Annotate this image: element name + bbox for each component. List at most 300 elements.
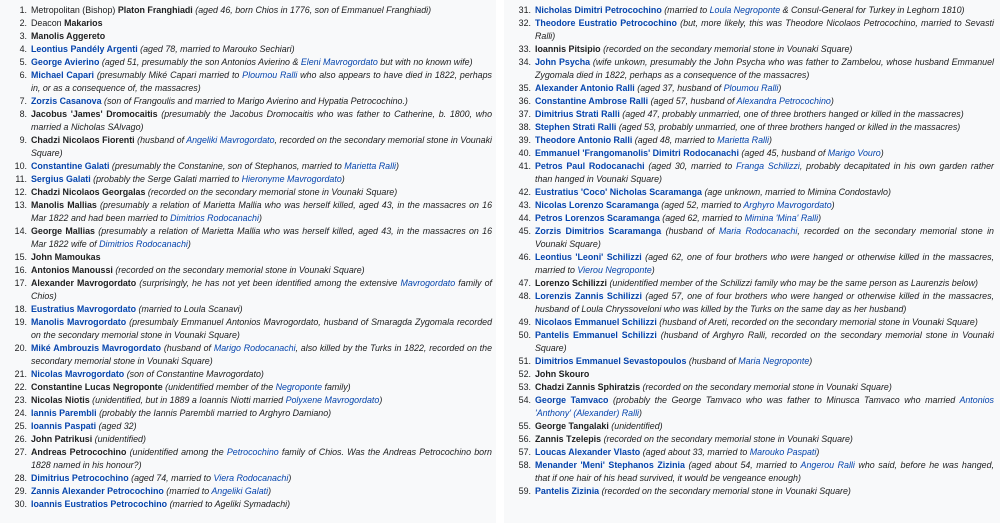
list-item bbox=[508, 277, 994, 290]
list-item-text bbox=[31, 303, 492, 316]
annotation-text: (presumably a relation of Marietta Mallia who was herself killed, aged 43, in the massacres on 16 Mar 1822 and had been married to bbox=[31, 200, 493, 223]
annotation-text: (recorded on the secondary memorial stone in Vounaki Square) bbox=[147, 187, 398, 197]
annotation-text: (recorded on the secondary memorial stone in Vounaki Square) bbox=[601, 486, 851, 496]
list-item-number: 39. bbox=[518, 135, 531, 145]
relative-link[interactable]: Ploumou Ralli bbox=[723, 83, 779, 93]
list-item-text bbox=[535, 368, 994, 381]
annotation-text: ) bbox=[288, 473, 292, 483]
person-name-link[interactable]: Theodore Eustratio Petrocochino bbox=[535, 18, 677, 28]
annotation-text: ) bbox=[396, 161, 399, 171]
annotation-text: (husband of Arghyro Ralli, recorded on the secondary memorial stone in Vounaki Square) bbox=[535, 330, 995, 353]
list-item-text bbox=[535, 121, 994, 134]
list-item-text bbox=[535, 277, 994, 290]
person-name: Alexander Mavrogordato bbox=[31, 278, 137, 288]
relative-link[interactable]: Angeliki Mavrogordato bbox=[186, 135, 275, 145]
person-name-link[interactable]: George Avierino bbox=[31, 57, 100, 67]
list-item bbox=[4, 173, 492, 186]
person-name: John Patrikusi bbox=[31, 434, 93, 444]
list-item-number: 36. bbox=[518, 96, 531, 106]
list-item-text bbox=[31, 407, 492, 420]
list-item-text bbox=[535, 459, 994, 485]
annotation-text: (recorded on the secondary memorial stone in Vounaki Square) bbox=[603, 44, 853, 54]
person-name: George Mallias bbox=[31, 226, 95, 236]
annotation-text: ) bbox=[187, 239, 191, 249]
person-name: Chadzi Zannis Sphiratzis bbox=[535, 382, 641, 392]
person-name-link[interactable]: Miké Ambrouzis Mavrogordato bbox=[31, 343, 162, 353]
list-item-number: 58. bbox=[518, 460, 531, 470]
list-item bbox=[508, 446, 994, 459]
person-name-link[interactable]: Dimitrius Strati Ralli bbox=[535, 109, 620, 119]
list-item bbox=[4, 30, 492, 43]
relative-link[interactable]: Eleni Mavrogordato bbox=[300, 57, 378, 67]
relative-link[interactable]: Marouko Paspati bbox=[749, 447, 817, 457]
list-item-number: 33. bbox=[518, 44, 531, 54]
annotation-text: (aged 78, married to Marouko Sechiari) bbox=[140, 44, 295, 54]
list-item bbox=[4, 56, 492, 69]
list-item-text bbox=[31, 394, 492, 407]
list-item bbox=[508, 121, 994, 134]
list-item-text bbox=[31, 186, 492, 199]
list-item-text bbox=[31, 69, 492, 95]
list-item bbox=[4, 472, 492, 485]
annotation-text: family of Chios) bbox=[31, 278, 492, 301]
annotation-text: ) bbox=[809, 356, 813, 366]
annotation-text: ) bbox=[880, 148, 884, 158]
person-name-link[interactable]: Eustratius Mavrogordato bbox=[31, 304, 137, 314]
annotation-text: (aged 62, married to bbox=[662, 213, 745, 223]
annotation-text: (unidentified member of the Schilizzi family who may be the same person as Laurenzis below) bbox=[609, 278, 978, 288]
list-item-text bbox=[535, 4, 994, 17]
person-name: Antonios Manoussi bbox=[31, 265, 113, 275]
person-name-link[interactable]: Zorzis Casanova bbox=[31, 96, 102, 106]
annotation-text: (probably the Iannis Parembli married to Arghyro Damiano) bbox=[99, 408, 332, 418]
list-item-number: 31. bbox=[518, 5, 531, 15]
person-name-link[interactable]: George Tamvaco bbox=[535, 395, 609, 405]
annotation-text: (presumbaly Emmanuel Antonios Mavrogordato, husband of Smaragda Zygomala recorded on the secondary memorial stone in Vounaki Square) bbox=[31, 317, 493, 340]
right-column bbox=[504, 0, 1000, 523]
annotation-text: (probably the George Tamvaco who was father to Minusca Tamvaco who married bbox=[613, 395, 960, 405]
list-item bbox=[4, 43, 492, 56]
list-item-text bbox=[535, 134, 994, 147]
person-name: John Skouro bbox=[535, 369, 590, 379]
relative-link[interactable]: Maria Negroponte bbox=[738, 356, 810, 366]
list-item-number: 7. bbox=[19, 96, 27, 106]
list-item bbox=[508, 95, 994, 108]
list-item-number: 42. bbox=[518, 187, 531, 197]
annotation-text: (aged 46, born Chios in 1776, son of Emmanuel Franghiadi) bbox=[195, 5, 432, 15]
list-item-text bbox=[535, 433, 994, 446]
list-item-number: 52. bbox=[518, 369, 531, 379]
person-name: Manolis Aggereto bbox=[31, 31, 106, 41]
list-item-number: 53. bbox=[518, 382, 531, 392]
annotation-text: (husband of bbox=[665, 226, 719, 236]
annotation-text: (aged 48, married to bbox=[634, 135, 718, 145]
person-name-link[interactable]: Nicolas Mavrogordato bbox=[31, 369, 125, 379]
list-item-number: 47. bbox=[518, 278, 531, 288]
relative-link[interactable]: Alexandra Petrocochino bbox=[736, 96, 831, 106]
person-name-link[interactable]: Pantelis Emmanuel Schilizzi bbox=[535, 330, 657, 340]
list-item-text bbox=[31, 17, 492, 30]
list-item-number: 12. bbox=[14, 187, 27, 197]
list-item bbox=[508, 394, 994, 420]
list-item-text bbox=[535, 329, 994, 355]
list-item bbox=[4, 407, 492, 420]
annotation-text: (aged 57, husband of bbox=[650, 96, 737, 106]
person-name-link[interactable]: Constantine Ambrose Ralli bbox=[535, 96, 649, 106]
annotation-text: ) bbox=[639, 408, 642, 418]
list-item bbox=[4, 433, 492, 446]
list-item-text bbox=[535, 199, 994, 212]
relative-link[interactable]: Mavrogordato bbox=[400, 278, 456, 288]
list-item-number: 59. bbox=[518, 486, 531, 496]
list-item bbox=[508, 290, 994, 316]
list-item-text bbox=[535, 485, 994, 498]
relative-link[interactable]: Franga Schilizzi bbox=[735, 161, 800, 171]
list-item-number: 55. bbox=[518, 421, 531, 431]
list-item-number: 20. bbox=[14, 343, 27, 353]
annotation-text: (aged about 33, married to bbox=[642, 447, 750, 457]
relative-link[interactable]: Dimitrios Rodocanachi bbox=[99, 239, 188, 249]
list-item bbox=[4, 316, 492, 342]
list-item-number: 49. bbox=[518, 317, 531, 327]
list-item-number: 56. bbox=[518, 434, 531, 444]
list-item-number: 51. bbox=[518, 356, 531, 366]
annotation-text: (aged 51, presumably the son Antonios Avierino & bbox=[101, 57, 301, 67]
person-name-link[interactable]: Ioannis Eustratios Petrocochino bbox=[31, 499, 168, 509]
list-item-number: 14. bbox=[14, 226, 27, 236]
person-name: Constantine Lucas Negroponte bbox=[31, 382, 163, 392]
list-item-number: 4. bbox=[19, 44, 27, 54]
relative-link[interactable]: Angerou Ralli bbox=[800, 460, 855, 470]
relative-link[interactable]: Loula Negroponte bbox=[709, 5, 781, 15]
annotation-text: (aged 74, married to bbox=[131, 473, 214, 483]
person-name: Platon Franghiadi bbox=[117, 5, 193, 15]
list-item-text bbox=[31, 420, 492, 433]
relative-link[interactable]: Hieronyme Mavrogordato bbox=[241, 174, 342, 184]
list-item bbox=[508, 43, 994, 56]
list-item-number: 5. bbox=[19, 57, 27, 67]
list-item-text bbox=[535, 160, 994, 186]
person-name: Chadzi Nicolaos Georgalas bbox=[31, 187, 146, 197]
relative-link[interactable]: Ploumou Ralli bbox=[242, 70, 298, 80]
list-item-text bbox=[31, 485, 492, 498]
annotation-text: (son of Frangoulis and married to Marigo Avierino and Hypatia Petrocochino.) bbox=[104, 96, 408, 106]
person-name: Manolis Mallias bbox=[31, 200, 97, 210]
annotation-text: (husband of bbox=[688, 356, 739, 366]
list-item-text bbox=[31, 264, 492, 277]
list-item bbox=[4, 394, 492, 407]
list-item bbox=[4, 95, 492, 108]
person-name-link[interactable]: Nicholas Dimitri Petrocochino bbox=[535, 5, 662, 15]
list-item-number: 11. bbox=[15, 174, 27, 184]
relative-link[interactable]: Dimitrios Rodocanachi bbox=[170, 213, 259, 223]
list-item bbox=[4, 199, 492, 225]
annotation-text: (aged 53, probably unmarried, one of three brothers hanged or killed in the massacres) bbox=[618, 122, 961, 132]
relative-link[interactable]: Petrocochino bbox=[226, 447, 279, 457]
relative-link[interactable]: Antonios 'Anthony' (Alexander) Ralli bbox=[535, 395, 994, 418]
annotation-text: & Consul-General for Turkey in Leghorn 1810) bbox=[780, 5, 965, 15]
person-name: George Tangalaki bbox=[535, 421, 609, 431]
relative-link[interactable]: Vierou Negroponte bbox=[577, 265, 652, 275]
annotation-text: (presumably the Jacobus Dromocaitis who was father to Catherine, b. 1800, who married a Nicholas SAlvago) bbox=[31, 109, 493, 132]
list-item-text bbox=[535, 394, 994, 420]
person-name-link[interactable]: Eustratius 'Coco' Nicholas Scaramanga bbox=[535, 187, 702, 197]
list-item-text bbox=[535, 290, 994, 316]
person-name-link[interactable]: Constantine Galati bbox=[31, 161, 110, 171]
list-item-text bbox=[535, 56, 994, 82]
list-item-text bbox=[31, 446, 492, 472]
annotation-text: (recorded on the secondary memorial stone in Vounaki Square) bbox=[642, 382, 892, 392]
list-item bbox=[508, 186, 994, 199]
person-name-link[interactable]: Zannis Alexander Petrocochino bbox=[31, 486, 164, 496]
person-name-link[interactable]: Emmanuel 'Frangomanolis' Dimitri Rodocanachi bbox=[535, 148, 739, 158]
annotation-text: , recorded on the secondary memorial stone in Vounaki Square) bbox=[535, 226, 994, 249]
person-name-link[interactable]: Petros Lorenzos Scaramanga bbox=[535, 213, 660, 223]
annotation-text: (husband of bbox=[137, 135, 187, 145]
list-item-number: 48. bbox=[518, 291, 531, 301]
list-item-number: 15. bbox=[14, 252, 27, 262]
person-name-link[interactable]: Dimitrius Petrocochino bbox=[31, 473, 129, 483]
person-name: Lorenzo Schilizzi bbox=[535, 278, 607, 288]
annotation-text: (recorded on the secondary memorial stone in Vounaki Square) bbox=[115, 265, 365, 275]
relative-link[interactable]: Arghyro Mavrogordato bbox=[743, 200, 832, 210]
list-item bbox=[4, 134, 492, 160]
list-item-number: 44. bbox=[518, 213, 531, 223]
list-item-number: 41. bbox=[518, 161, 531, 171]
list-item bbox=[4, 186, 492, 199]
list-item-number: 24. bbox=[14, 408, 27, 418]
relative-link[interactable]: Negroponte bbox=[275, 382, 323, 392]
list-item bbox=[4, 368, 492, 381]
annotation-text: but with no known wife) bbox=[377, 57, 473, 67]
annotation-text: (husband of Areti, recorded on the secondary memorial stone in Vounaki Square) bbox=[659, 317, 978, 327]
person-name-link[interactable]: Loucas Alexander Vlasto bbox=[535, 447, 641, 457]
list-item-number: 46. bbox=[518, 252, 531, 262]
list-item-text bbox=[535, 186, 994, 199]
list-item-text bbox=[31, 225, 492, 251]
list-item-number: 21. bbox=[14, 369, 27, 379]
annotation-text: (married to Loula Scanavi) bbox=[138, 304, 243, 314]
list-item-number: 6. bbox=[19, 70, 27, 80]
list-item-text bbox=[535, 108, 994, 121]
person-name-link[interactable]: Theodore Antonio Ralli bbox=[535, 135, 633, 145]
list-item-number: 38. bbox=[518, 122, 531, 132]
list-item bbox=[508, 420, 994, 433]
annotation-text: (husband of bbox=[163, 343, 214, 353]
person-name-link[interactable]: Petros Paul Rodocanachi bbox=[535, 161, 645, 171]
list-item-text bbox=[31, 251, 492, 264]
relative-link[interactable]: Polyxene Mavrogordato bbox=[285, 395, 380, 405]
list-item-text bbox=[31, 199, 492, 225]
relative-link[interactable]: Marietta Ralli bbox=[717, 135, 769, 145]
annotation-text: ) bbox=[768, 135, 772, 145]
list-item bbox=[508, 4, 994, 17]
list-item-number: 23. bbox=[14, 395, 27, 405]
annotation-text: (recorded on the secondary memorial stone in Vounaki Square) bbox=[603, 434, 853, 444]
annotation-text: (aged 45, husband of bbox=[741, 148, 828, 158]
list-item bbox=[4, 485, 492, 498]
annotation-text: ) bbox=[258, 213, 262, 223]
list-item-text bbox=[535, 420, 994, 433]
annotation-text: (presumably the Constanine, son of Stephanos, married to bbox=[111, 161, 345, 171]
person-name-link[interactable]: Dimitrios Emmanuel Sevastopoulos bbox=[535, 356, 687, 366]
list-item-number: 37. bbox=[518, 109, 531, 119]
list-item bbox=[508, 134, 994, 147]
person-name: Nicolas Niotis bbox=[31, 395, 90, 405]
list-item-number: 16. bbox=[14, 265, 27, 275]
relative-link[interactable]: Viera Rodocanachi bbox=[213, 473, 289, 483]
person-name: Zannis Tzelepis bbox=[535, 434, 602, 444]
person-name-link[interactable]: Leontius 'Leoni' Schilizzi bbox=[535, 252, 642, 262]
list-item bbox=[4, 4, 492, 17]
annotation-text: ) bbox=[268, 486, 272, 496]
annotation-text: family of Chios. Was the Andreas Petrocochino born 1828 named in his honour?) bbox=[31, 447, 492, 470]
person-name-link[interactable]: Pantelis Zizinia bbox=[535, 486, 600, 496]
list-item bbox=[4, 277, 492, 303]
annotation-text: (probably the Serge Galati married to bbox=[93, 174, 242, 184]
list-item-number: 19. bbox=[14, 317, 27, 327]
list-item-text bbox=[31, 342, 492, 368]
list-item-text bbox=[31, 43, 492, 56]
annotation-text: (unidentified) bbox=[611, 421, 663, 431]
list-item bbox=[508, 368, 994, 381]
list-item bbox=[4, 69, 492, 95]
relative-link[interactable]: Marigo Vouro bbox=[827, 148, 881, 158]
list-item-text bbox=[535, 381, 994, 394]
list-item bbox=[4, 225, 492, 251]
list-item-text bbox=[535, 355, 994, 368]
list-item bbox=[4, 17, 492, 30]
person-name: Makarios bbox=[64, 18, 103, 28]
annotation-text: ) bbox=[778, 83, 782, 93]
person-name-link[interactable]: Manolis Mavrogordato bbox=[31, 317, 127, 327]
annotation-text: ) bbox=[818, 213, 822, 223]
list-item bbox=[4, 303, 492, 316]
person-name-link[interactable]: Leontius Pandély Argenti bbox=[31, 44, 138, 54]
person-name: John Mamoukas bbox=[31, 252, 101, 262]
annotation-text: (unidentified) bbox=[94, 434, 146, 444]
list-item-text bbox=[535, 251, 994, 277]
list-item-text bbox=[31, 134, 492, 160]
annotation-text: (presumably a relation of Marietta Mallia who was herself killed, aged 43, in the massacres on 16 Mar 1822 wife of bbox=[31, 226, 493, 249]
list-item bbox=[4, 160, 492, 173]
list-item-text bbox=[535, 212, 994, 225]
annotation-text: , also killed by the Turks in 1822, recorded on the secondary memorial stone in Vounaki Square) bbox=[31, 343, 493, 366]
list-item-text bbox=[31, 30, 492, 43]
list-item bbox=[508, 199, 994, 212]
list-item-text bbox=[31, 95, 492, 108]
list-item-text bbox=[31, 381, 492, 394]
list-item-text bbox=[535, 17, 994, 43]
person-name-link[interactable]: Lorenzis Zannis Schilizzi bbox=[535, 291, 642, 301]
list-item-text bbox=[31, 498, 492, 511]
person-name-link[interactable]: Nicolas Lorenzo Scaramanga bbox=[535, 200, 659, 210]
relative-link[interactable]: Marigo Rodocanachi bbox=[213, 343, 296, 353]
relative-link[interactable]: Marietta Ralli bbox=[344, 161, 397, 171]
list-item bbox=[508, 82, 994, 95]
annotation-text: (aged 62, one of four brothers who were hanged or otherwise killed in the massacres, married to bbox=[535, 252, 995, 275]
list-item bbox=[508, 459, 994, 485]
list-item-number: 57. bbox=[518, 447, 531, 457]
list-item-number: 25. bbox=[14, 421, 27, 431]
annotation-text: ) bbox=[816, 447, 820, 457]
annotation-text: (unidentified, but in 1889 a Ioannis Niotti married bbox=[92, 395, 286, 405]
list-item-text bbox=[31, 173, 492, 186]
list-item bbox=[508, 485, 994, 498]
list-item-number: 54. bbox=[518, 395, 531, 405]
list-item-text bbox=[535, 446, 994, 459]
list-item bbox=[508, 56, 994, 82]
annotation-text: (married to Ageliki Symadachi) bbox=[169, 499, 291, 509]
list-item-number: 9. bbox=[19, 135, 27, 145]
list-item-number: 29. bbox=[14, 486, 27, 496]
person-name-link[interactable]: Menander 'Meni' Stephanos Zizinia bbox=[535, 460, 685, 470]
list-item-text bbox=[535, 95, 994, 108]
list-item-text bbox=[31, 368, 492, 381]
list-item-text bbox=[535, 147, 994, 160]
annotation-text: (presumably Miké Capari married to bbox=[96, 70, 243, 80]
list-item bbox=[508, 316, 994, 329]
annotation-text: (age unknown, married to Mimina Condostavlo) bbox=[704, 187, 891, 197]
annotation-text: (unidentified among the bbox=[129, 447, 227, 457]
list-item bbox=[508, 355, 994, 368]
person-name-link[interactable]: Sergius Galati bbox=[31, 174, 91, 184]
person-name-link[interactable]: Michael Capari bbox=[31, 70, 95, 80]
relative-link[interactable]: Mimina 'Mina' Ralli bbox=[744, 213, 819, 223]
annotation-text: (aged 57, one of four brothers who were hanged or otherwise killed in the massacres, husband of Loula Chryssoveloni who was killed by the Turks on the same day as her husband) bbox=[535, 291, 995, 314]
person-name-link[interactable]: Alexander Antonio Ralli bbox=[535, 83, 635, 93]
annotation-text: ) bbox=[830, 96, 834, 106]
list-item bbox=[508, 381, 994, 394]
list-item bbox=[4, 446, 492, 472]
annotation-text: (aged 37, husband of bbox=[637, 83, 724, 93]
list-item bbox=[4, 420, 492, 433]
list-item bbox=[4, 251, 492, 264]
person-name-link[interactable]: Ioannis Paspati bbox=[31, 421, 97, 431]
list-item-text bbox=[31, 160, 492, 173]
list-item-number: 10. bbox=[14, 161, 27, 171]
person-name-link[interactable]: Nicolaos Emmanuel Schilizzi bbox=[535, 317, 657, 327]
list-item-number: 45. bbox=[518, 226, 531, 236]
annotation-text: ) bbox=[651, 265, 655, 275]
annotation-text: family) bbox=[322, 382, 351, 392]
relative-link[interactable]: Angeliki Galati bbox=[211, 486, 269, 496]
list-item-text bbox=[535, 82, 994, 95]
list-item-text bbox=[31, 277, 492, 303]
list-item-number: 8. bbox=[19, 109, 27, 119]
list-item-number: 28. bbox=[14, 473, 27, 483]
list-item-number: 1. bbox=[19, 5, 27, 15]
annotation-text: ) bbox=[831, 200, 835, 210]
left-column bbox=[0, 0, 496, 523]
list-item bbox=[508, 225, 994, 251]
person-name-link[interactable]: Stephen Strati Ralli bbox=[535, 122, 617, 132]
relative-link[interactable]: Maria Rodocanachi bbox=[718, 226, 798, 236]
list-item-text bbox=[31, 472, 492, 485]
annotation-text: (married to bbox=[664, 5, 710, 15]
person-name: Jacobus 'James' Dromocaitis bbox=[31, 109, 158, 119]
annotation-text: (aged 47, probably unmarried, one of three brothers hanged or killed in the massacres) bbox=[622, 109, 964, 119]
person-name-link[interactable]: John Psycha bbox=[535, 57, 591, 67]
person-name-link[interactable]: Iannis Parembli bbox=[31, 408, 97, 418]
list-item-text bbox=[535, 43, 994, 56]
list-item-number: 40. bbox=[518, 148, 531, 158]
annotation-text: (aged 30, married to bbox=[648, 161, 736, 171]
annotation-text: ) bbox=[379, 395, 383, 405]
victims-list-right bbox=[508, 4, 994, 498]
list-item bbox=[4, 264, 492, 277]
person-name-link[interactable]: Zorzis Dimitrios Scaramanga bbox=[535, 226, 662, 236]
